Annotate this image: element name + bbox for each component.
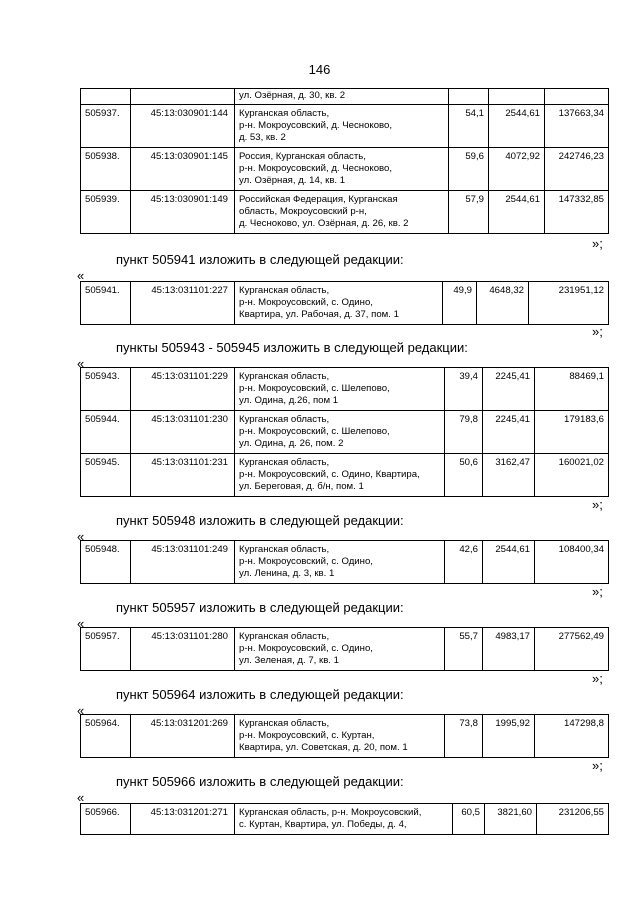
address (235, 628, 445, 671)
address-line: д. Чесноково, ул. Озёрная, д. 26, кв. 2 (239, 218, 409, 229)
address-line: с. Куртан, Квартира, ул. Победы, д. 4, (239, 819, 407, 830)
address-line: р-н. Мокроусовский, с. Шелепово, (239, 426, 390, 437)
row-number: 505937. (81, 105, 131, 148)
table-row (81, 411, 609, 454)
total: 277562,49 (535, 628, 609, 671)
address-line: р-н. Мокроусовский, с. Одино, (239, 297, 373, 308)
area: 73,8 (445, 715, 483, 758)
property-table-5 (80, 714, 609, 758)
closing-quote: »; (592, 584, 603, 599)
closing-quote: »; (592, 324, 603, 339)
address (235, 541, 445, 584)
area (449, 89, 489, 105)
row-number: 505964. (81, 715, 131, 758)
total: 160021,02 (535, 454, 609, 497)
table-row (81, 191, 609, 234)
cadastral-number: 45:13:030901:149 (131, 191, 235, 234)
table-row (81, 105, 609, 148)
property-table-3 (80, 540, 609, 584)
table-row (81, 715, 609, 758)
opening-quote: « (77, 616, 85, 631)
area: 55,7 (445, 628, 483, 671)
total: 88469,1 (535, 368, 609, 411)
address-line: ул. Одина, д. 26, пом. 2 (239, 438, 344, 449)
price: 3162,47 (483, 454, 535, 497)
opening-quote: « (77, 268, 85, 283)
cadastral-number: 45:13:031101:231 (131, 454, 235, 497)
cadastral-number: 45:13:031101:249 (131, 541, 235, 584)
address (235, 368, 445, 411)
price: 2245,41 (483, 368, 535, 411)
address (235, 804, 453, 835)
cadastral-number: 45:13:031101:229 (131, 368, 235, 411)
address (235, 191, 449, 234)
area: 54,1 (449, 105, 489, 148)
total: 179183,6 (535, 411, 609, 454)
address (235, 411, 445, 454)
address-line: ул. Одина, д.26, пом 1 (239, 395, 339, 406)
total: 231951,12 (529, 282, 609, 325)
address-line: Курганская область, р-н. Мокроусовский, (239, 807, 422, 818)
table-row (81, 628, 609, 671)
price: 4648,32 (477, 282, 529, 325)
row-number: 505957. (81, 628, 131, 671)
cadastral-number: 45:13:030901:145 (131, 148, 235, 191)
area: 42,6 (445, 541, 483, 584)
closing-quote: »; (592, 671, 603, 686)
cadastral-number: 45:13:030901:144 (131, 105, 235, 148)
address-line: ул. Озёрная, д. 30, кв. 2 (239, 90, 346, 101)
property-table-0 (80, 88, 609, 234)
row-number: 505945. (81, 454, 131, 497)
total: 147298,8 (535, 715, 609, 758)
address-line: Курганская область, (239, 414, 330, 425)
closing-quote: »; (592, 758, 603, 773)
address-line: Курганская область, (239, 457, 330, 468)
area: 39,4 (445, 368, 483, 411)
price: 1995,92 (483, 715, 535, 758)
address-line: р-н. Мокроусовский, с. Одино, Квартира, (239, 469, 420, 480)
address (235, 89, 449, 105)
area: 59,6 (449, 148, 489, 191)
address-line: Россия, Курганская область, (239, 151, 366, 162)
area: 50,6 (445, 454, 483, 497)
table-row (81, 89, 609, 105)
total: 231206,55 (537, 804, 609, 835)
address-line: ул. Зеленая, д. 7, кв. 1 (239, 655, 339, 666)
row-number (81, 89, 131, 105)
price: 2245,41 (483, 411, 535, 454)
address-line: область, Мокроусовский р-н, (239, 206, 367, 217)
address-line: Курганская область, (239, 108, 330, 119)
price: 4983,17 (483, 628, 535, 671)
address-line: Российская Федерация, Курганская (239, 194, 398, 205)
row-number: 505966. (81, 804, 131, 835)
address-line: Квартира, ул. Советская, д. 20, пом. 1 (239, 742, 408, 753)
table-row (81, 541, 609, 584)
price: 3821,60 (485, 804, 537, 835)
total: 108400,34 (535, 541, 609, 584)
page-number: 146 (308, 62, 331, 77)
area: 79,8 (445, 411, 483, 454)
address (235, 105, 449, 148)
area: 60,5 (453, 804, 485, 835)
table-row (81, 804, 609, 835)
address-line: р-н. Мокроусовский, д. Чесноково, (239, 120, 393, 131)
address-line: р-н. Мокроусовский, с. Одино, (239, 643, 373, 654)
amendment-instruction: пункты 505943 - 505945 изложить в следующей редакции: (116, 340, 468, 355)
address (235, 148, 449, 191)
row-number: 505943. (81, 368, 131, 411)
opening-quote: « (77, 703, 85, 718)
price: 2544,61 (489, 105, 545, 148)
closing-quote: »; (592, 236, 603, 251)
table-row (81, 368, 609, 411)
address-line: р-н. Мокроусовский, д. Чесноково, (239, 163, 393, 174)
row-number: 505944. (81, 411, 131, 454)
address-line: ул. Береговая, д. б/н, пом. 1 (239, 481, 364, 492)
address-line: Квартира, ул. Рабочая, д. 37, пом. 1 (239, 309, 399, 320)
total: 147332,85 (545, 191, 609, 234)
address-line: Курганская область, (239, 285, 330, 296)
area: 49,9 (443, 282, 477, 325)
property-table-6 (80, 803, 609, 835)
row-number: 505938. (81, 148, 131, 191)
address-line: р-н. Мокроусовский, с. Одино, (239, 556, 373, 567)
amendment-instruction: пункт 505966 изложить в следующей редакции: (116, 774, 404, 789)
amendment-instruction: пункт 505941 изложить в следующей редакции: (116, 252, 404, 267)
address-line: ул. Ленина, д. 3, кв. 1 (239, 568, 335, 579)
total: 242746,23 (545, 148, 609, 191)
address-line: Курганская область, (239, 371, 330, 382)
row-number: 505941. (81, 282, 131, 325)
address (235, 454, 445, 497)
property-table-1 (80, 281, 609, 325)
cadastral-number: 45:13:031101:227 (131, 282, 235, 325)
price: 2544,61 (489, 191, 545, 234)
address-line: Курганская область, (239, 544, 330, 555)
opening-quote: « (77, 356, 85, 371)
table-row (81, 148, 609, 191)
price (489, 89, 545, 105)
address-line: Курганская область, (239, 631, 330, 642)
property-table-4 (80, 627, 609, 671)
cadastral-number: 45:13:031101:280 (131, 628, 235, 671)
opening-quote: « (77, 790, 85, 805)
address-line: ул. Озёрная, д. 14, кв. 1 (239, 175, 346, 186)
total (545, 89, 609, 105)
cadastral-number: 45:13:031201:269 (131, 715, 235, 758)
amendment-instruction: пункт 505957 изложить в следующей редакции: (116, 600, 404, 615)
property-table-2 (80, 367, 609, 497)
table-row (81, 454, 609, 497)
price: 2544,61 (483, 541, 535, 584)
closing-quote: »; (592, 497, 603, 512)
address-line: д. 53, кв. 2 (239, 132, 286, 143)
row-number: 505948. (81, 541, 131, 584)
table-row (81, 282, 609, 325)
cadastral-number: 45:13:031101:230 (131, 411, 235, 454)
address-line: р-н. Мокроусовский, с. Шелепово, (239, 383, 390, 394)
cadastral-number (131, 89, 235, 105)
amendment-instruction: пункт 505948 изложить в следующей редакции: (116, 513, 404, 528)
amendment-instruction: пункт 505964 изложить в следующей редакции: (116, 687, 404, 702)
opening-quote: « (77, 529, 85, 544)
address-line: р-н. Мокроусовский, с. Куртан, (239, 730, 375, 741)
address-line: Курганская область, (239, 718, 330, 729)
address (235, 715, 445, 758)
row-number: 505939. (81, 191, 131, 234)
area: 57,9 (449, 191, 489, 234)
address (235, 282, 443, 325)
total: 137663,34 (545, 105, 609, 148)
price: 4072,92 (489, 148, 545, 191)
cadastral-number: 45:13:031201:271 (131, 804, 235, 835)
